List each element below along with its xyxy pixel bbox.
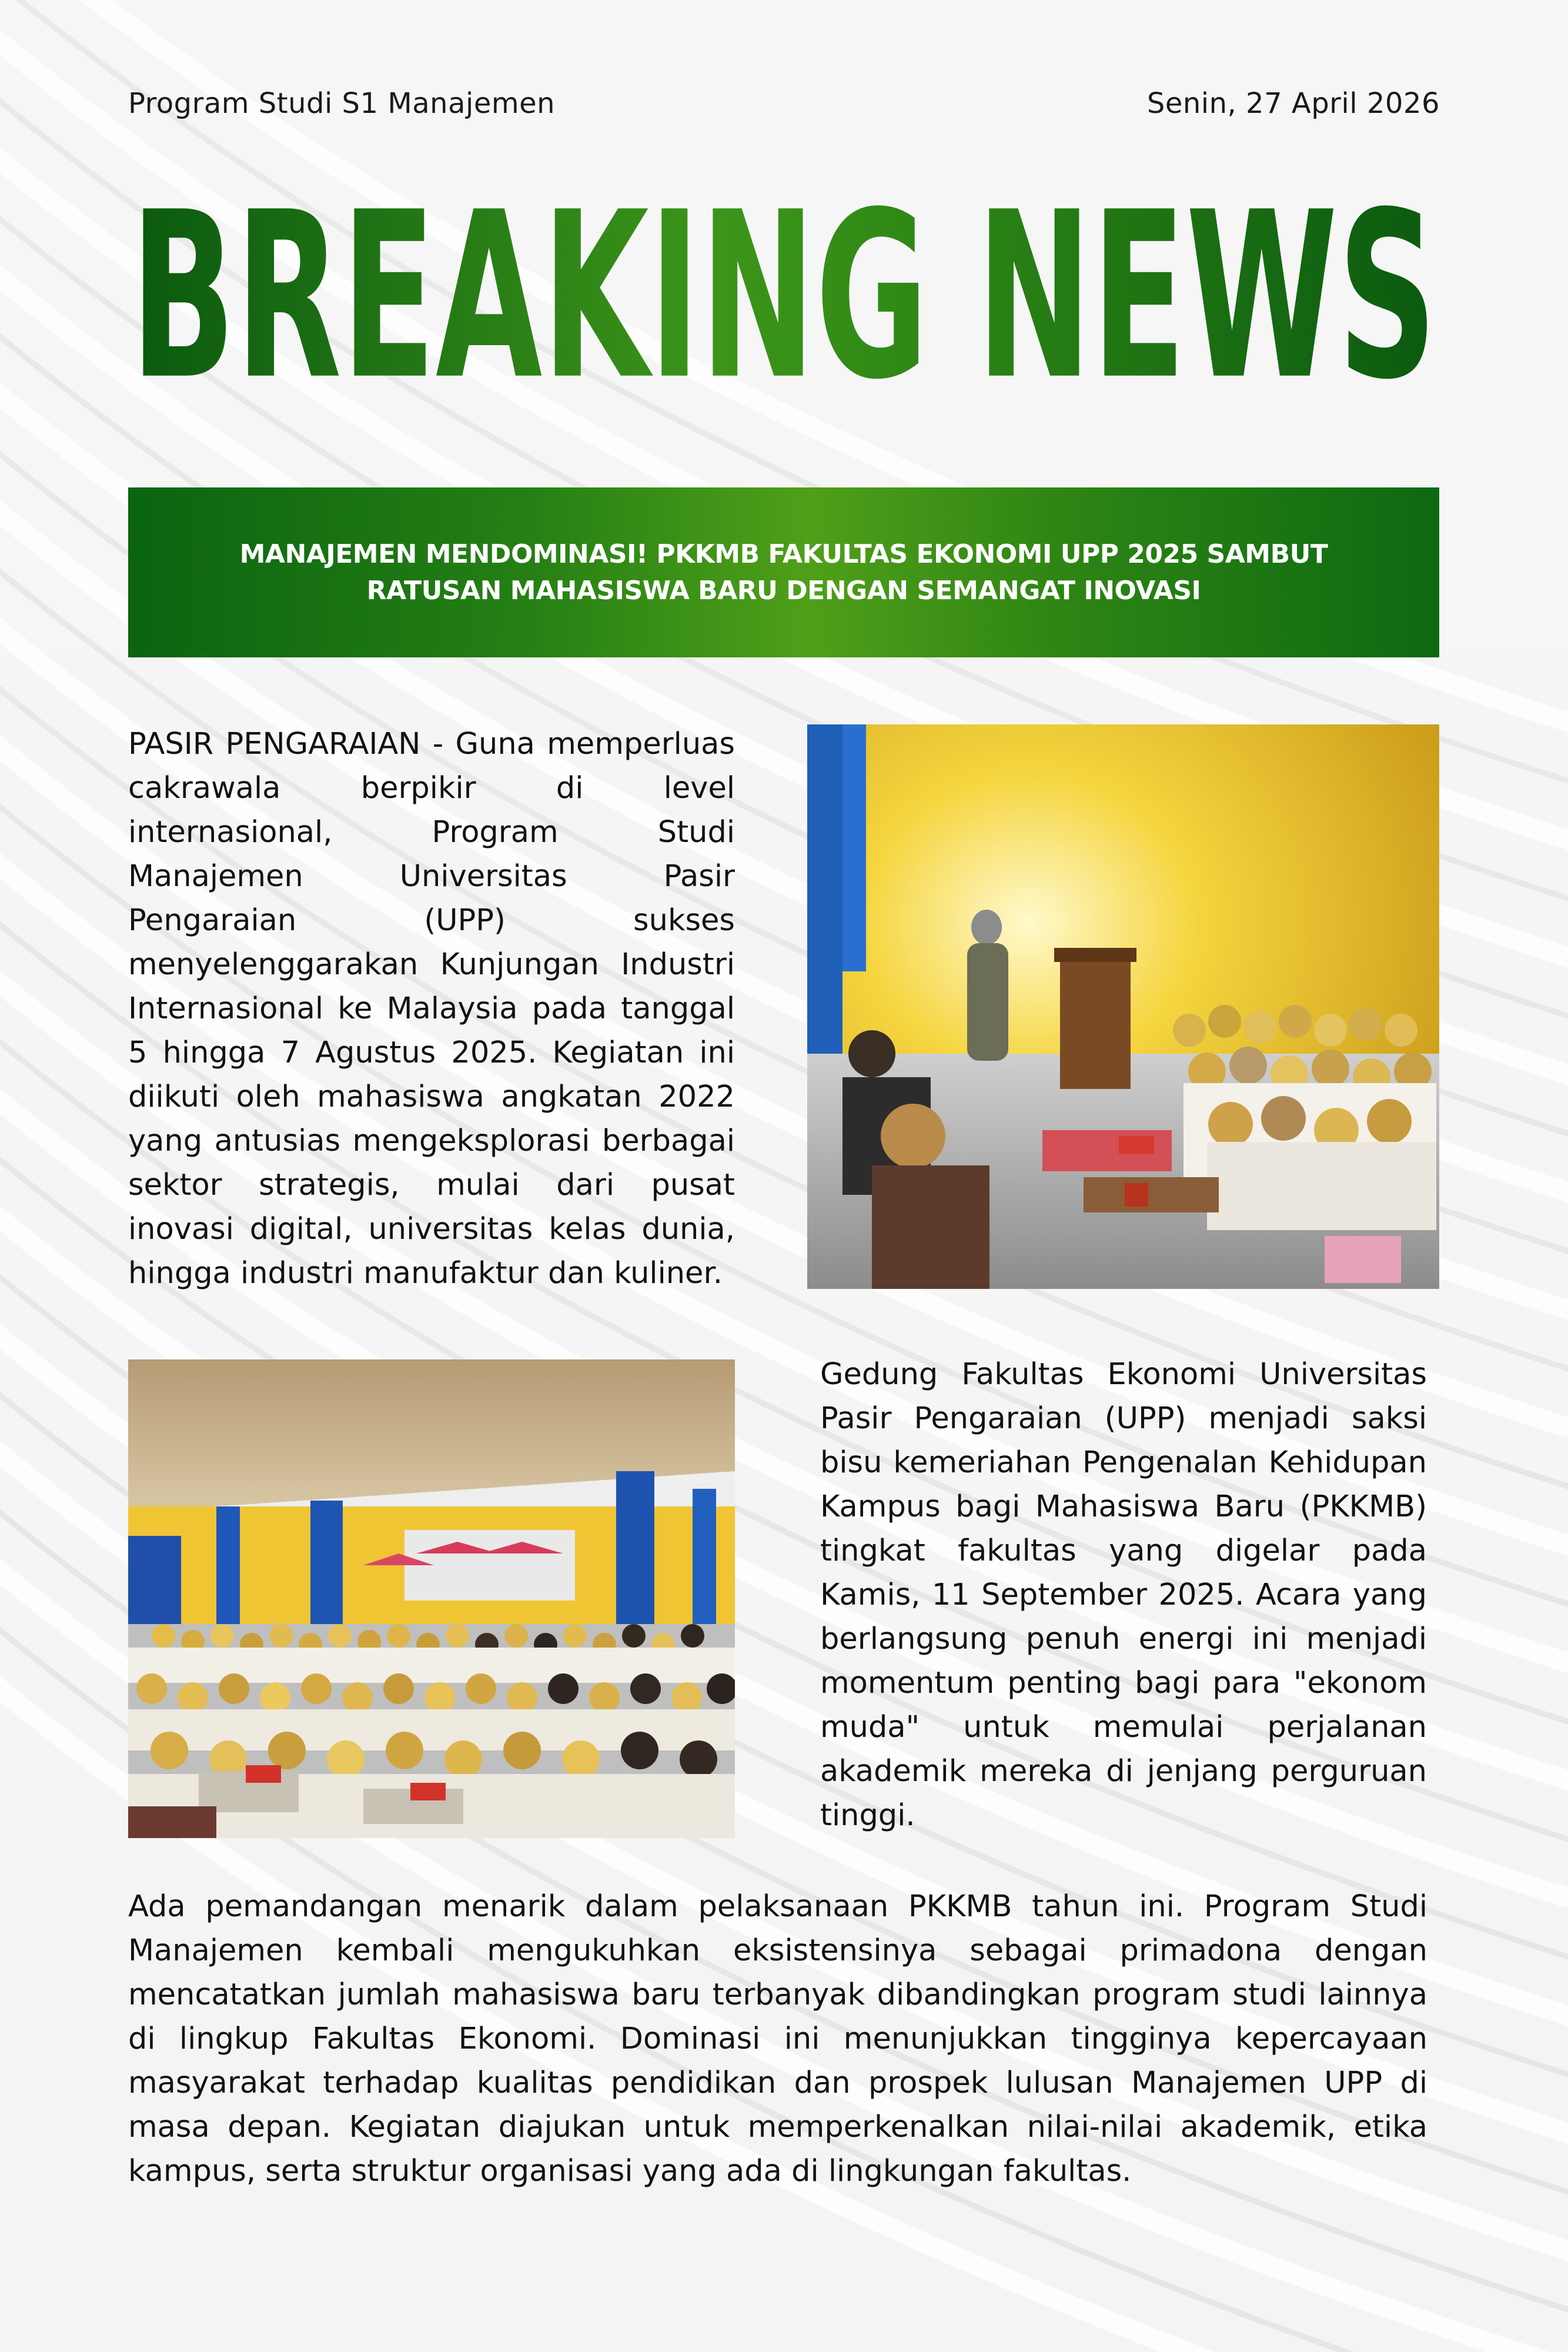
photo-speaker-audience-image <box>807 724 1439 1289</box>
article-paragraph-1: PASIR PENGARAIAN - Guna memperluas cakrawala berpikir di level internasional, Program Studi Manajemen Universitas Pasir Pengaraian (UPP) sukses menyelenggarakan Kunjungan Industri Internasional ke Malaysia pada tanggal 5 hingga 7 Agustus 2025. Kegiatan ini diikuti oleh mahasiswa angkatan 2022 yang antusias mengeksplorasi berbagai sektor strategis, mulai dari pusat inovasi digital, universitas kelas dunia, hingga industri manufaktur dan kuliner. <box>128 727 735 1291</box>
photo-crowd-hall <box>128 1359 735 1838</box>
article-paragraph-3: Ada pemandangan menarik dalam pelaksanaan PKKMB tahun ini. Program Studi Manajemen kembali mengukuhkan eksistensinya sebagai primadona dengan mencatatkan jumlah mahasiswa baru terbanyak dibandingkan program studi lainnya di lingkup Fakultas Ekonomi. Dominasi ini menunjukkan tingginya kepercayaan masyarakat terhadap kualitas pendidikan dan prospek lulusan Manajemen UPP di masa depan. Kegiatan diajukan untuk memperkenalkan nilai-nilai akademik, etika kampus, serta struktur organisasi yang ada di lingkungan fakultas. <box>128 1889 1427 2189</box>
headline-banner <box>128 487 1439 657</box>
photo-speaker-audience <box>807 724 1439 1289</box>
article-paragraph-2: Gedung Fakultas Ekonomi Universitas Pasir Pengaraian (UPP) menjadi saksi bisu kemeriahan Pengenalan Kehidupan Kampus bagi Mahasiswa Baru (PKKMB) tingkat fakultas yang digelar pada Kamis, 11 September 2025. Acara yang berlangsung penuh energi ini menjadi momentum penting bagi para "ekonom muda" untuk memulai perjalanan akademik mereka di jenjang perguruan tinggi. <box>820 1357 1427 1833</box>
photo-crowd-hall-image <box>128 1359 735 1838</box>
headline <box>128 194 1439 429</box>
program-label: Program Studi S1 Manajemen <box>128 87 556 120</box>
date-label: Senin, 27 April 2026 <box>1146 87 1440 120</box>
banner-title: MANAJEMEN MENDOMINASI! PKKMB FAKULTAS EKONOMI UPP 2025 SAMBUT RATUSAN MAHASISWA BARU DENGAN SEMANGAT INOVASI <box>239 539 1328 606</box>
headline-text: BREAKING NEWS <box>131 194 1437 429</box>
